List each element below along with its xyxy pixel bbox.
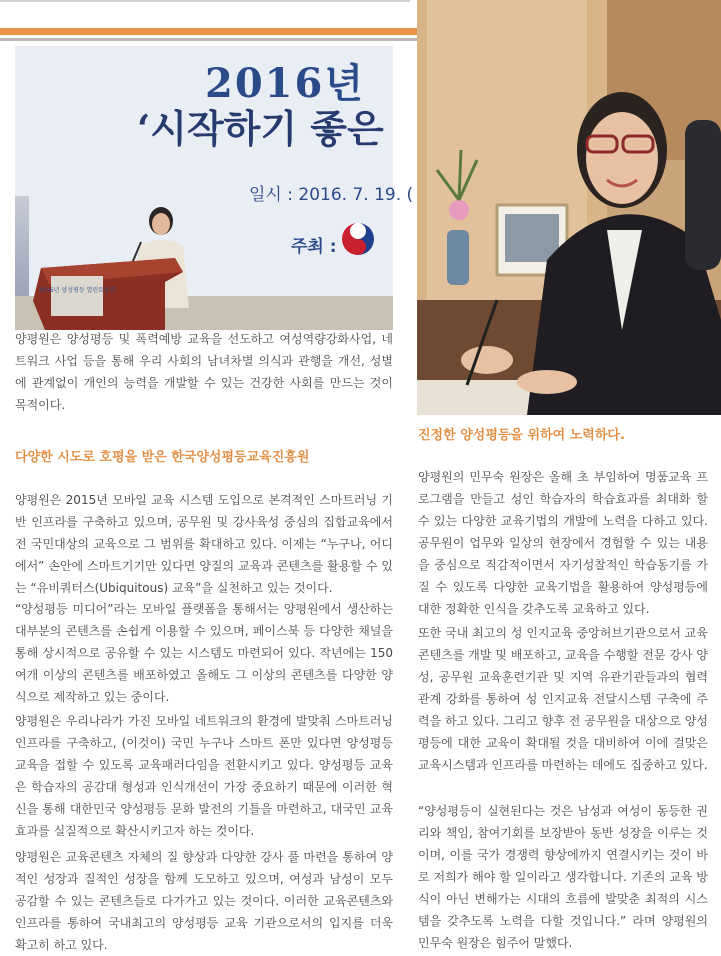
intro-paragraph: 양평원은 양성평등 및 폭력예방 교육을 선도하고 여성역량강화사업, 네트워크 사업 등을 통해 우리 사회의 남녀차별 의식과 관행을 개선, 성별에 관계없이 개인의 능력을 개발할 수 있는 건강한 사회를 만드는 것이 목적이다. [15, 332, 393, 412]
podium-sign: 2016년 양성평등 열린토론회 [38, 287, 116, 294]
body-paragraph-4: 양평원은 교육콘텐츠 자체의 질 향상과 다양한 강사 풀 마련을 통하여 양적인 성장과 질적인 성장을 함께 도모하고 있으며, 여성과 남성이 모두 공감할 수 있는 콘텐츠들로 다가가고 있는 것이다. 이러한 교육콘텐츠와 인프라를 통하여 국내최고의 양성평등 교육 기관으로서의 입지를 더욱 확고히 하고 있다. [15, 850, 393, 952]
banner-date: 일시 : 2016. 7. 19. ( [249, 185, 414, 205]
banner-title: ‘시작하기 좋은 [137, 106, 384, 151]
body-paragraph-1: 양평원은 2015년 모바일 교육 시스템 도입으로 본격적인 스마트러닝 기반 인프라를 구축하고 있으며, 공무원 및 강사육성 중심의 집합교육에서 전 국민대상의 교육으로 그 범위를 확대하고 있다. 이제는 “누구나, 어디에서” 손안에 스마트기기만 있다면 양질의 교육과 콘텐츠를 활용할 수 있는 “유비쿼터스(Ubiquitous) 교육”을 실천하고 있는 것이다. [15, 493, 393, 595]
banner-host: 주최 : [291, 237, 337, 257]
right-paragraph-3: “양성평등이 실현된다는 것은 남성과 여성이 동등한 권리와 책임, 참여기회를 보장받아 동반 성장을 이루는 것이며, 이를 국가 경쟁력 향상에까지 연결시키는 것이 바로 저희가 해야 할 일이라고 생각합니다. 기존의 교육 방식이 아닌 변해가는 시대의 흐름에 발맞춘 최적의 시스템을 갖추도록 노력을 다할 것입니다.” 라며 양평원의 민무숙 원장은 힘주어 말했다. [418, 804, 708, 950]
banner-title-year: 2016년 [205, 60, 365, 107]
speaker-illustration [15, 46, 393, 330]
body-paragraph-2: “양성평등 미디어”라는 모바일 플랫폼을 통해서는 양평원에서 생산하는 대부분의 콘텐츠를 손쉽게 이용할 수 있으며, 페이스북 등 다양한 채널을 통해 상시적으로 공유할 수 있는 시스템도 마련되어 있다. 작년에는 150여개 이상의 콘텐츠를 배포하였고 올해도 그 이상의 콘텐츠를 다양한 양식으로 제작하고 있는 중이다. [15, 602, 393, 704]
right-paragraph-2: 또한 국내 최고의 성 인지교육 중앙허브기관으로서 교육콘텐츠를 개발 및 배포하고, 교육을 수행할 전문 강사 양성, 공무원 교육훈련기관 및 지역 유관기관들과의 협력관계 강화를 통하여 성 인지교육 전달시스템 구축에 주력을 하고 있다. 그리고 향후 전 공무원을 대상으로 양성평등에 대한 교육이 확대될 것을 대비하여 이에 걸맞은 교육시스템과 인프라를 마련하는 데에도 집중하고 있다. [418, 626, 708, 772]
section-heading-right: 진정한 양성평등을 위하여 노력하다. [418, 428, 625, 443]
section-heading-left: 다양한 시도로 호평을 받은 한국양성평등교육진흥원 [15, 450, 310, 465]
director-illustration [417, 0, 721, 415]
podium-photo [15, 46, 414, 330]
right-paragraph-1: 양평원의 민무숙 원장은 올해 초 부임하여 명품교육 프로그램을 만들고 성인 학습자의 학습효과를 최대화 할 수 있는 다양한 교육기법의 개발에 노력을 다하고 있다. 공무원이 업무와 일상의 현장에서 경험할 수 있는 내용을 중심으로 직감적이면서 자기성찰적인 학습동기를 가질 수 있도록 다양한 교육기법을 활용하여 양성평등에 대한 정확한 인식을 갖추도록 교육하고 있다. [418, 470, 708, 616]
director-photo [417, 0, 721, 415]
top-rule [0, 0, 410, 2]
body-paragraph-3: 양평원은 우리나라가 가진 모바일 네트워크의 환경에 발맞춰 스마트러닝 인프라를 구축하고, (이것이) 국민 누구나 스마트 폰만 있다면 양성평등 교육을 접할 수 있도록 교육패러다임을 전환시키고 있다. 양성평등 교육은 학습자의 공감대 형성과 인식개선이 가장 중요하기 때문에 이러한 혁신을 통해 대한민국 양성평등 문화 발전의 기틀을 마련하고, 대국민 교육 효과를 실질적으로 확산시키고자 하는 것이다. [15, 714, 393, 838]
